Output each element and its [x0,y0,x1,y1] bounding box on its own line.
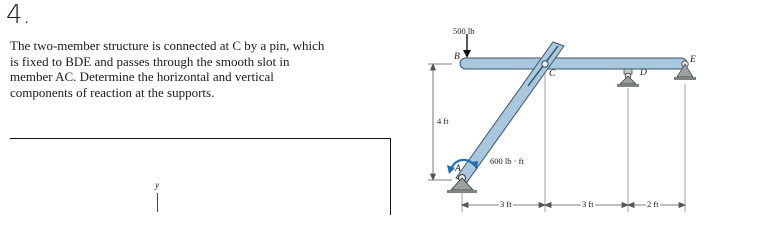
point-b-label: B [454,52,460,62]
sketch-axis-label: y [155,180,159,190]
point-d-label: D [640,68,647,78]
couple-moment-label: 600 lb · ft [490,156,524,166]
support-d [617,69,639,87]
span-label-3: 2 ft [647,199,659,209]
extension-lines [462,74,685,212]
support-a [447,175,477,194]
load-arrow [463,34,471,58]
problem-line-3: member AC. Determine the horizontal and vertical [10,69,274,84]
problem-number: 4. [6,0,31,30]
point-e-label: E [690,55,696,65]
pin-c [542,61,548,67]
problem-line-1: The two-member structure is connected at C by a pin, which [10,38,325,53]
problem-line-2: is fixed to BDE and passes through the smooth slot in [10,53,290,69]
member-bde [460,58,687,69]
problem-line-4: components of reaction at the supports. [10,84,215,100]
span-label-1: 3 ft [500,199,512,209]
point-c-label: C [549,69,556,79]
height-dim-label: 4 ft [437,116,449,126]
span-label-2: 3 ft [582,199,594,209]
point-a-label: A [455,164,461,174]
load-label: 500 lb [453,26,475,36]
